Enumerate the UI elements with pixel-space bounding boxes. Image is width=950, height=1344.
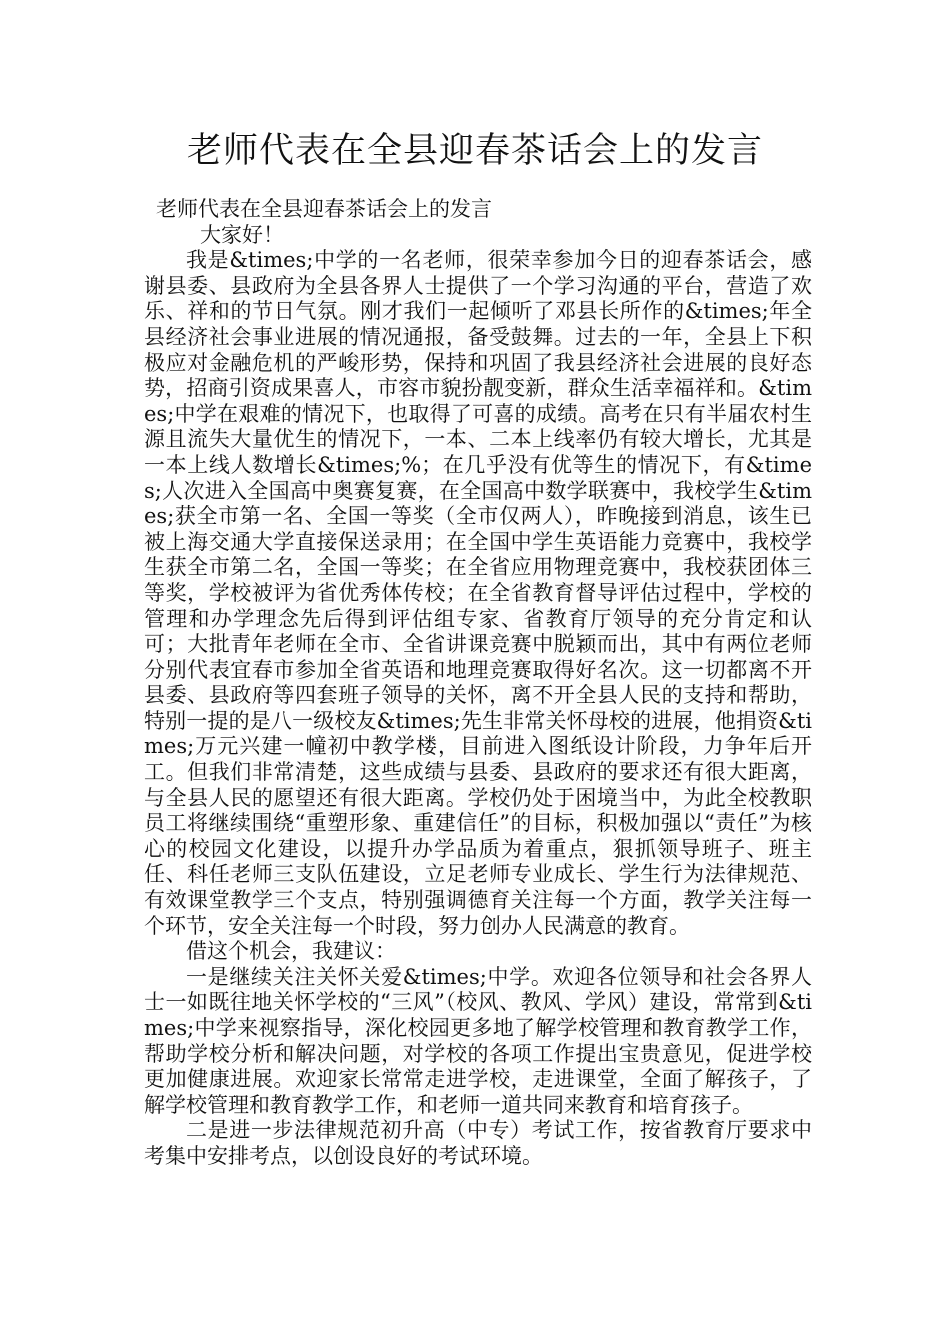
document-subtitle: 老师代表在全县迎春茶话会上的发言 <box>156 197 492 221</box>
document-title: 老师代表在全县迎春茶话会上的发言 <box>186 131 763 171</box>
paragraph-suggestion-two: 二是进一步法律规范初升高（中专）考试工作，按省教育厅要求中考集中安排考点，以创设良好的考试环境。 <box>144 1118 812 1168</box>
greeting-line: 大家好！ <box>200 222 284 247</box>
paragraph-suggestion-intro: 借这个机会，我建议： <box>186 939 396 964</box>
document-body <box>144 197 812 1170</box>
paragraph-achievements: 我是&times;中学的一名老师，很荣幸参加今日的迎春茶话会，感谢县委、县政府为全县各界人士提供了一个学习沟通的平台，营造了欢乐、祥和的节日气氛。刚才我们一起倾听了邓县长所作的&times;年全县经济社会事业进展的情况通报，备受鼓舞。过去的一年，全县上下积极应对金融危机的严峻形势，保持和巩固了我县经济社会进展的良好态势，招商引资成果喜人，市容市貌扮靓变新，群众生活幸福祥和。&times;中学在艰难的情况下，也取得了可喜的成绩。高考在只有半届农村生源且流失大量优生的情况下，一本、二本上线率仍有较大增长，尤其是一本上线人数增长&times;%；在几乎没有优等生的情况下，有&times;人次进入全国高中奥赛复赛，在全国高中数学联赛中，我校学生&times;获全市第一名、全国一等奖（全市仅两人），昨晚接到消息，该生已被上海交通大学直接保送录用；在全国中学生英语能力竞赛中，我校学生获全市第二名，全国一等奖；在全省应用物理竞赛中，我校获团体三等奖，学校被评为省优秀体传校；在全省教育督导评估过程中，学校的管理和办学理念先后得到评估组专家、省教育厅领导的充分肯定和认可；大批青年老师在全市、全省讲课竞赛中脱颖而出，其中有两位老师分别代表宜春市参加全省英语和地理竞赛取得好名次。这一切都离不开县委、县政府等四套班子领导的关怀，离不开全县人民的支持和帮助，特别一提的是八一级校友&times;先生非常关怀母校的进展，他捐资&times;万元兴建一幢初中教学楼，目前进入图纸设计阶段，力争年后开工。但我们非常清楚，这些成绩与县委、县政府的要求还有很大距离，与全县人民的愿望还有很大距离。学校仍处于困境当中，为此全校教职员工将继续围绕“重塑形象、重建信任”的目标，积极加强以“责任”为核心的校园文化建设，以提升办学品质为着重点，狠抓领导班子、班主任、科任老师三支队伍建设，立足老师专业成长、学生行为法律规范、有效课堂教学三个支点，特别强调德育关注每一个方面，教学关注每一个环节，安全关注每一个时段，努力创办人民满意的教育。 <box>144 248 812 938</box>
paragraph-suggestion-one: 一是继续关注关怀关爱&times;中学。欢迎各位领导和社会各界人士一如既往地关怀学校的“三风”（校风、教风、学风）建设，常常到&times;中学来视察指导，深化校园更多地了解学校管理和教育教学工作，帮助学校分析和解决问题，对学校的各项工作提出宝贵意见，促进学校更加健康进展。欢迎家长常常走进学校，走进课堂，全面了解孩子，了解学校管理和教育教学工作，和老师一道共同来教育和培育孩子。 <box>144 964 812 1117</box>
